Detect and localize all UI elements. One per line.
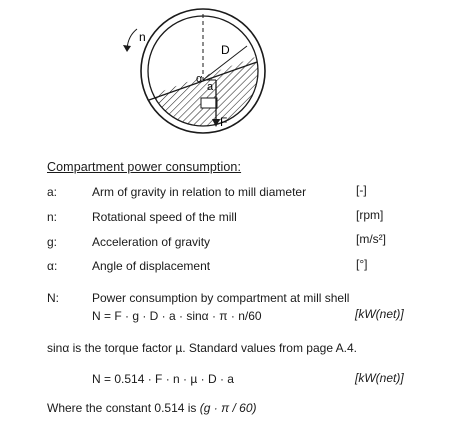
rotation-arrow-head <box>123 45 131 52</box>
def-unit-alpha: [°] <box>356 257 368 271</box>
power-symbol: N: <box>47 291 59 305</box>
diagram-label-alpha: α <box>196 73 203 85</box>
def-symbol-a: a: <box>47 185 58 199</box>
def-symbol-alpha: α: <box>47 259 58 273</box>
def-text-n: Rotational speed of the mill <box>92 210 237 224</box>
def-unit-n: [rpm] <box>356 208 384 222</box>
def-text-alpha: Angle of displacement <box>92 259 211 273</box>
constant-expression: (g · π / 60) <box>199 401 257 415</box>
power-formula-unit: [kW(net)] <box>355 307 404 321</box>
torque-factor-note: sinα is the torque factor µ. Standard values from page A.4. <box>47 341 358 355</box>
diagram-label-a: a <box>207 81 214 93</box>
simplified-formula-unit: [kW(net)] <box>355 371 404 385</box>
simplified-formula: N = 0.514 · F · n · µ · D · a <box>92 372 234 386</box>
power-description: Power consumption by compartment at mill shell <box>92 291 350 305</box>
power-formula: N = F · g · D · a · sinα · π · n/60 <box>92 309 262 323</box>
section-heading: Compartment power consumption: <box>47 160 242 174</box>
def-text-g: Acceleration of gravity <box>92 235 211 249</box>
def-symbol-n: n: <box>47 210 58 224</box>
def-unit-a: [-] <box>356 183 367 197</box>
def-text-a: Arm of gravity in relation to mill diameter <box>92 185 307 199</box>
def-unit-g: [m/s²] <box>356 232 386 246</box>
diagram-label-F: F <box>220 115 228 129</box>
constant-explanation <box>47 401 256 415</box>
constant-prefix: Where the constant 0.514 is <box>47 401 200 415</box>
def-symbol-g: g: <box>47 235 58 249</box>
diagram-label-n: n <box>139 30 146 44</box>
mill-diagram <box>0 0 469 140</box>
diagram-label-D: D <box>221 43 230 57</box>
centre-of-gravity-marker <box>201 98 217 108</box>
